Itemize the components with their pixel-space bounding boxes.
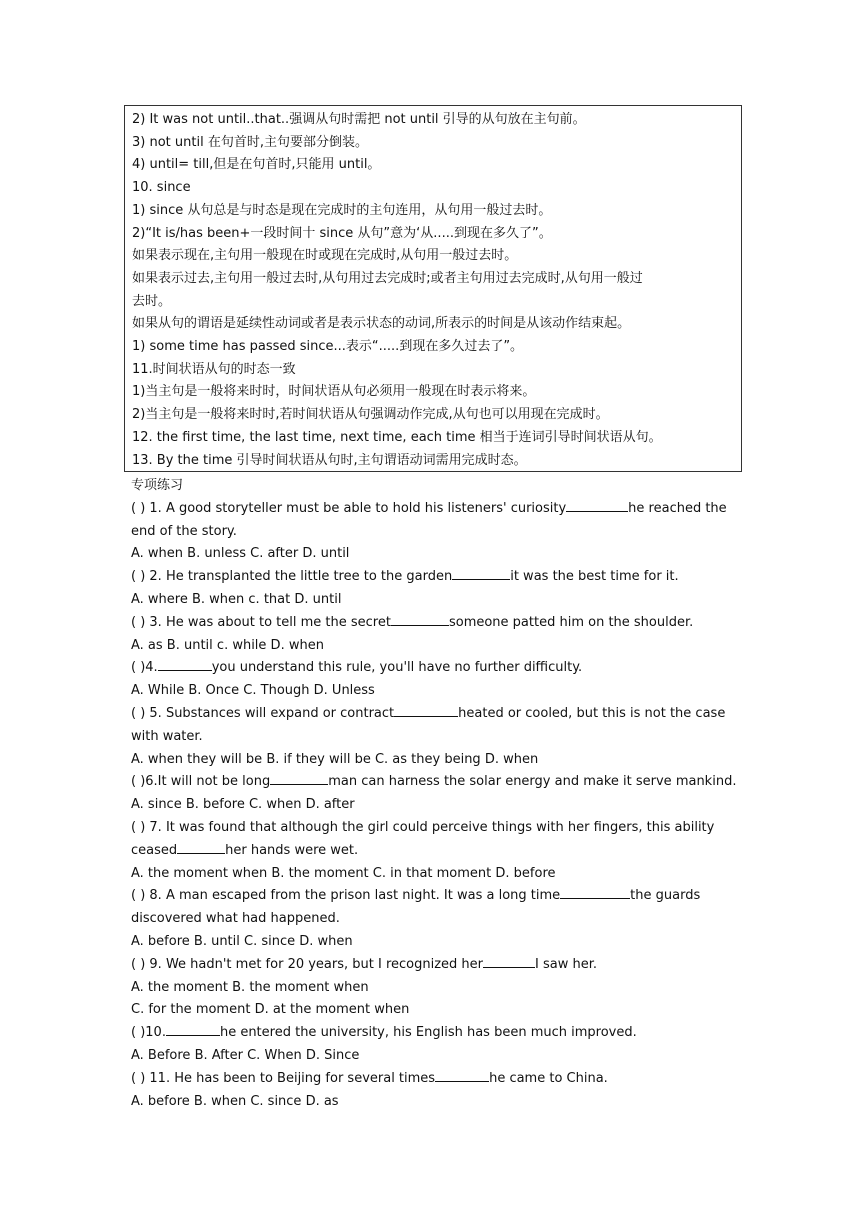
question-3: ( ) 3. He was about to tell me the secret someone patted him on the shoulder. xyxy=(131,612,737,635)
question-4-options: A. While B. Once C. Though D. Unless xyxy=(131,683,375,699)
question-10: ( )10. he entered the university, his English has been much improved. xyxy=(131,1022,737,1045)
rule-line: 如果表示现在,主句用一般现在时或现在完成时,从句用一般过去时。 xyxy=(132,248,518,264)
question-6-options: A. since B. before C. when D. after xyxy=(131,797,355,813)
question-7-options: A. the moment when B. the moment C. in that moment D. before xyxy=(131,865,556,881)
question-11: ( ) 11. He has been to Beijing for several times he came to China. xyxy=(131,1068,737,1091)
question-4: ( )4. you understand this rule, you'll have no further difficulty. xyxy=(131,657,737,680)
rule-line: 2)当主句是一般将来时时,若时间状语从句强调动作完成,从句也可以用现在完成时。 xyxy=(132,407,609,423)
answer-blank[interactable] xyxy=(566,498,628,512)
answer-blank[interactable] xyxy=(177,840,225,854)
question-11-options: A. before B. when C. since D. as xyxy=(131,1093,339,1109)
rule-line: 2) It was not until..that..强调从句时需把 not until 引导的从句放在主句前。 xyxy=(132,112,586,127)
exercise-section xyxy=(131,475,737,1113)
question-1-options: A. when B. unless C. after D. until xyxy=(131,546,350,562)
answer-blank[interactable] xyxy=(560,885,630,899)
question-1: ( ) 1. A good storyteller must be able to hold his listeners' curiosity he reached the xyxy=(131,498,737,521)
answer-blank[interactable] xyxy=(158,657,212,671)
question-7: ( ) 7. It was found that although the girl could perceive things with her fingers, this ability xyxy=(131,819,715,835)
question-8: ( ) 8. A man escaped from the prison last night. It was a long time the guards xyxy=(131,885,737,908)
answer-blank[interactable] xyxy=(391,612,449,626)
question-8-cont: discovered what had happened. xyxy=(131,911,340,927)
rule-line: 1) since 从句总是与时态是现在完成时的主句连用，从句用一般过去时。 xyxy=(132,202,552,218)
question-2-options: A. where B. when c. that D. until xyxy=(131,591,342,607)
rule-line: 13. By the time 引导时间状语从句时,主句谓语动词需用完成时态。 xyxy=(132,452,527,468)
grammar-rules-box xyxy=(124,105,742,472)
exercise-heading: 专项练习 xyxy=(131,478,184,493)
question-3-options: A. as B. until c. while D. when xyxy=(131,637,324,653)
question-10-options: A. Before B. After C. When D. Since xyxy=(131,1047,360,1063)
answer-blank[interactable] xyxy=(452,566,510,580)
question-5-cont: with water. xyxy=(131,728,203,744)
answer-blank[interactable] xyxy=(394,703,458,717)
question-2: ( ) 2. He transplanted the little tree to the garden it was the best time for it. xyxy=(131,566,737,589)
rule-line: 如果表示过去,主句用一般过去时,从句用过去完成时;或者主句用过去完成时,从句用一般过 xyxy=(132,270,643,286)
question-8-options: A. before B. until C. since D. when xyxy=(131,933,353,949)
rule-heading: 11.时间状语从句的时态一致 xyxy=(132,361,296,377)
rule-line: 12. the first time, the last time, next time, each time 相当于连词引导时间状语从句。 xyxy=(132,429,662,445)
rule-line: 4) until= till,但是在句首时,只能用 until。 xyxy=(132,157,381,173)
question-5: ( ) 5. Substances will expand or contract heated or cooled, but this is not the case xyxy=(131,703,737,726)
question-7-cont: ceased her hands were wet. xyxy=(131,840,737,863)
question-5-options: A. when they will be B. if they will be C. as they being D. when xyxy=(131,751,539,767)
answer-blank[interactable] xyxy=(483,954,535,968)
rule-line: 1)当主句是一般将来时时，时间状语从句必须用一般现在时表示将来。 xyxy=(132,384,536,400)
question-6: ( )6.It will not be long man can harness the solar energy and make it serve mankind. xyxy=(131,771,737,794)
rule-line: 2)“It is/has been+一段时间十 since 从句”意为‘从.....到现在多久了”。 xyxy=(132,225,552,241)
rule-line: 1) some time has passed since...表示“.....到现在多久过去了”。 xyxy=(132,339,524,355)
question-1-cont: end of the story. xyxy=(131,523,237,539)
answer-blank[interactable] xyxy=(166,1022,220,1036)
rule-line: 3) not until 在句首时,主句要部分倒装。 xyxy=(132,134,368,150)
answer-blank[interactable] xyxy=(270,771,328,785)
answer-blank[interactable] xyxy=(435,1068,489,1082)
rule-heading: 10. since xyxy=(132,180,191,196)
question-9-options: A. the moment B. the moment when xyxy=(131,979,369,995)
question-9-options: C. for the moment D. at the moment when xyxy=(131,1002,410,1018)
rule-line: 如果从句的谓语是延续性动词或者是表示状态的动词,所表示的时间是从该动作结束起。 xyxy=(132,316,631,332)
question-9: ( ) 9. We hadn't met for 20 years, but I recognized her I saw her. xyxy=(131,954,737,977)
rule-line: 去时。 xyxy=(132,293,172,309)
